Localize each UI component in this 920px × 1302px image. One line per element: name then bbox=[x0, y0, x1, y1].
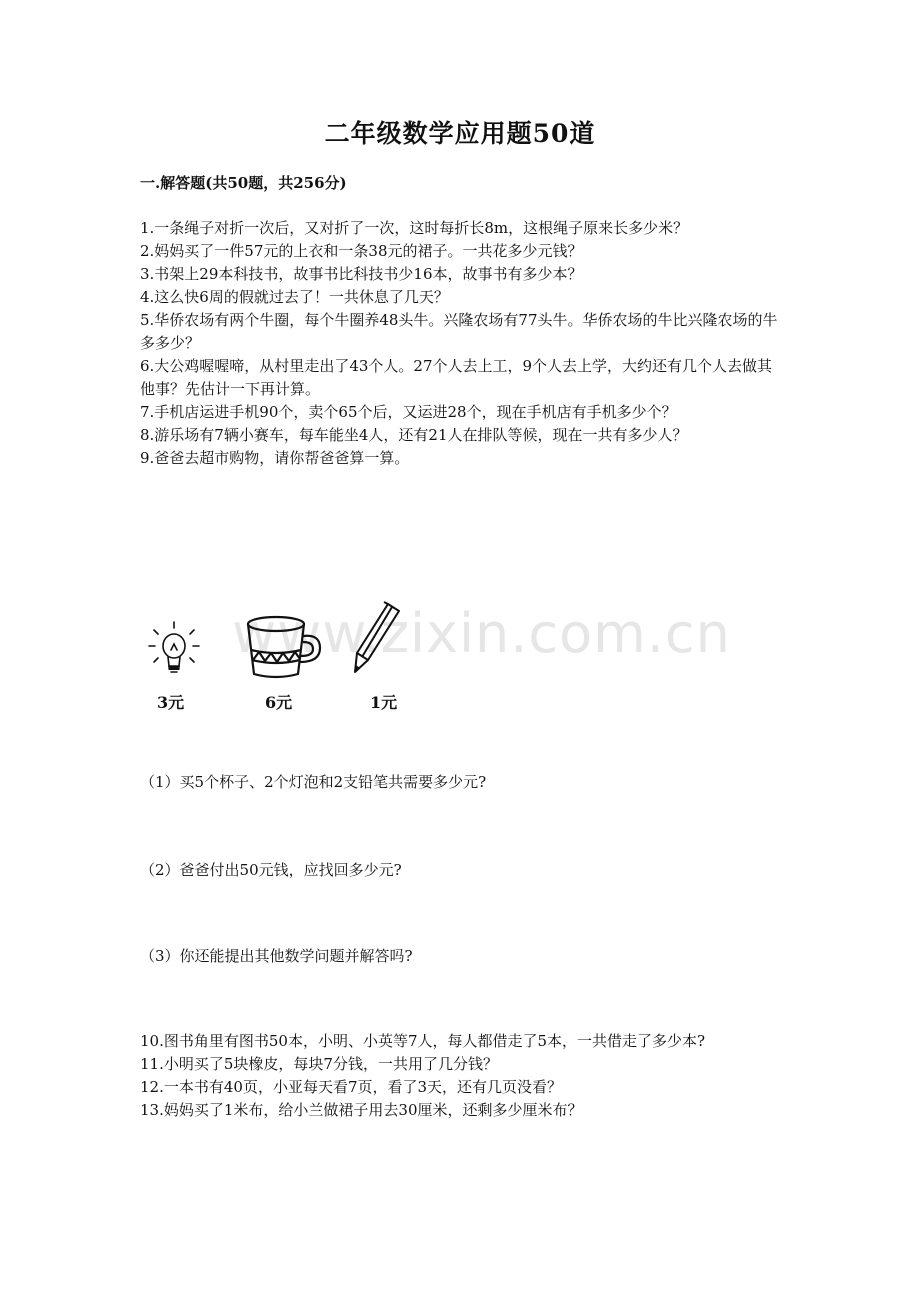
lightbulb-icon bbox=[148, 620, 200, 680]
question-item: 5.华侨农场有两个牛圈，每个牛圈养48头牛。兴隆农场有77头牛。华侨农场的牛比兴隆农场的牛多多少？ bbox=[140, 311, 778, 352]
sub-question: （3）你还能提出其他数学问题并解答吗? bbox=[140, 947, 413, 965]
watermark: www.zixin.com.cn bbox=[232, 602, 731, 665]
question-list bbox=[140, 217, 780, 470]
question-item: 3.书架上29本科技书，故事书比科技书少16本，故事书有多少本？ bbox=[140, 265, 583, 283]
price-label-bulb: 3元 bbox=[157, 693, 185, 712]
question-item: 13.妈妈买了1米布，给小兰做裙子用去30厘米，还剩多少厘米布？ bbox=[140, 1101, 583, 1119]
page-title: 二年级数学应用题50道 bbox=[324, 119, 596, 148]
question-item: 10.图书角里有图书50本，小明、小英等7人，每人都借走了5本，一共借走了多少本? bbox=[140, 1032, 706, 1050]
price-label-pencil: 1元 bbox=[370, 693, 398, 712]
question-item: 6.大公鸡喔喔啼，从村里走出了43个人。27个人去上工，9个人去上学，大约还有几个人去做其他事？先估计一下再计算。 bbox=[140, 357, 773, 398]
sub-question: （1）买5个杯子、2个灯泡和2支铅笔共需要多少元? bbox=[140, 773, 487, 791]
question-item: 12.一本书有40页，小亚每天看7页，看了3天，还有几页没看？ bbox=[140, 1078, 563, 1096]
cup-icon bbox=[242, 612, 324, 680]
question-item: 4.这么快6周的假就过去了！一共休息了几天？ bbox=[140, 288, 449, 306]
price-label-cup: 6元 bbox=[265, 693, 293, 712]
question-item: 2.妈妈买了一件57元的上衣和一条38元的裙子。一共花多少元钱？ bbox=[140, 242, 583, 260]
question-item: 8.游乐场有7辆小赛车，每车能坐4人，还有21人在排队等候，现在一共有多少人？ bbox=[140, 426, 688, 444]
question-item: 7.手机店运进手机90个，卖个65个后，又运进28个，现在手机店有手机多少个？ bbox=[140, 403, 677, 421]
question-item: 9.爸爸去超市购物，请你帮爸爸算一算。 bbox=[140, 449, 410, 467]
sub-question: （2）爸爸付出50元钱，应找回多少元? bbox=[140, 861, 402, 879]
question-item: 11.小明买了5块橡皮，每块7分钱，一共用了几分钱？ bbox=[140, 1055, 498, 1073]
pencil-icon bbox=[352, 600, 404, 676]
section-heading: 一.解答题(共50题，共256分) bbox=[140, 174, 347, 192]
question-list-continued bbox=[140, 1030, 780, 1122]
question-item: 1.一条绳子对折一次后，又对折了一次，这时每折长8m，这根绳子原来长多少米？ bbox=[140, 219, 689, 237]
